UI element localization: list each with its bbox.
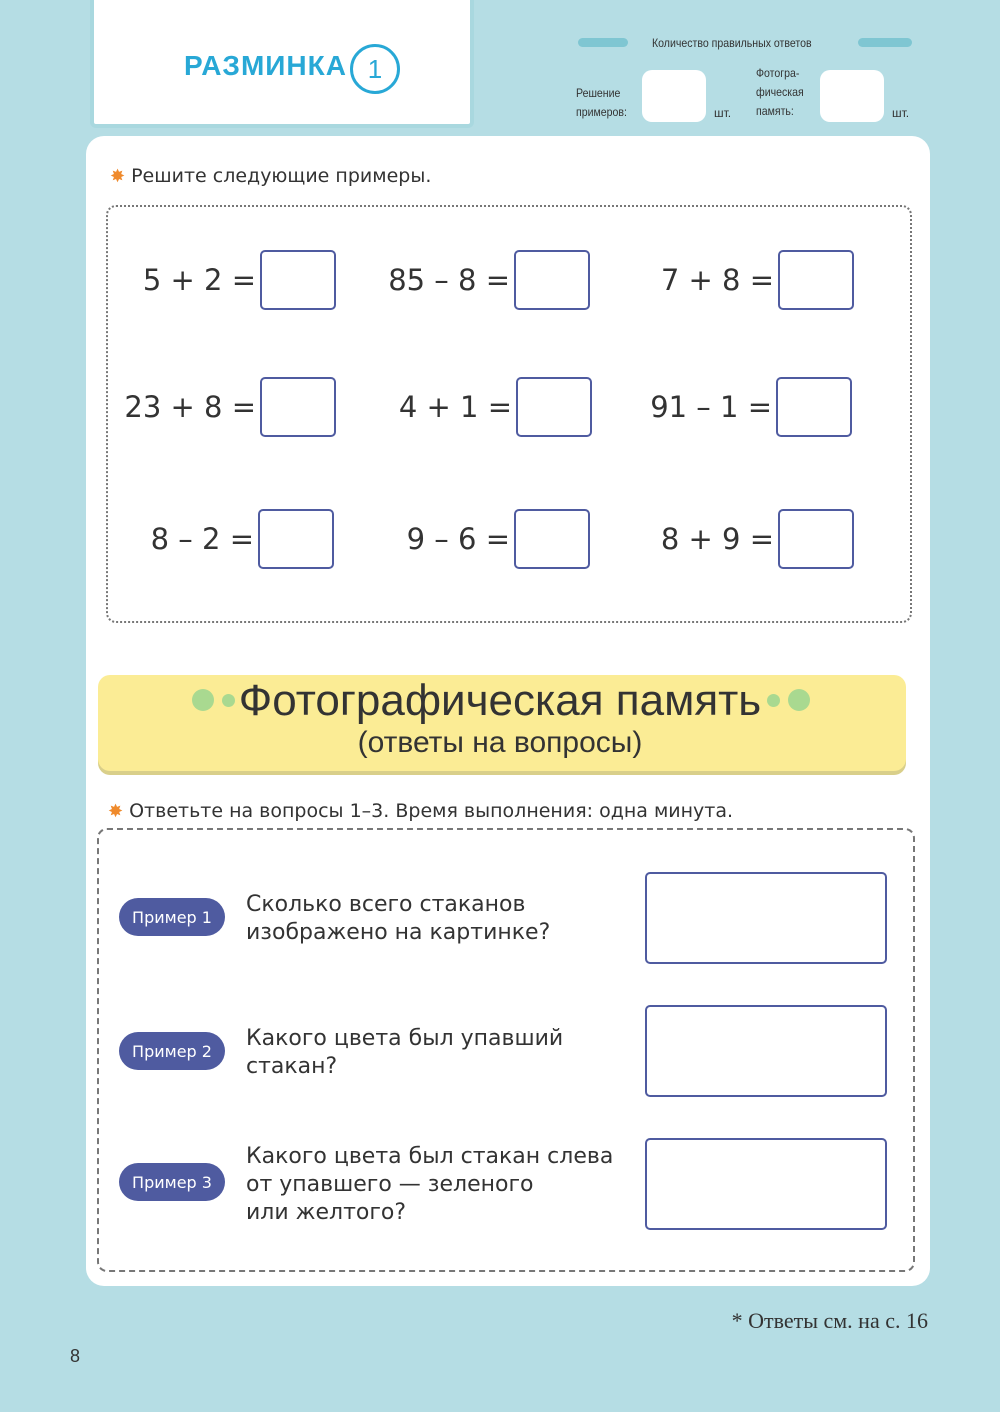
equation-expression: 7 + 8 = [660, 263, 774, 297]
section2-instruction-text: Ответьте на вопросы 1–3. Время выполнения: одна минута. [129, 800, 734, 822]
lesson-number: 1 [350, 44, 400, 94]
answer-box[interactable] [778, 250, 854, 310]
equation-expression: 85 – 8 = [388, 263, 510, 297]
equation-expression: 23 + 8 = [124, 390, 256, 424]
score-memory-label-3: память: [756, 104, 794, 118]
question-label-1: Пример 1 [119, 898, 225, 936]
score-decor-bar-left [578, 38, 628, 47]
question-label-3: Пример 3 [119, 1163, 225, 1201]
score-memory-label-1: Фотогра- [756, 66, 800, 80]
banner-subtitle: (ответы на вопросы) [357, 726, 643, 759]
equation-expression: 9 – 6 = [406, 522, 510, 556]
score-memory-box[interactable] [820, 70, 884, 122]
score-memory-label-2: фическая [756, 85, 804, 99]
answer-box[interactable] [258, 509, 334, 569]
equation-expression: 91 – 1 = [650, 390, 772, 424]
score-examples-label-2: примеров: [576, 105, 627, 119]
score-memory-unit: шт. [892, 106, 910, 120]
question-text-1: Сколько всего стаканов изображено на картинке? [246, 892, 551, 945]
equation-row3-col2 [407, 509, 590, 569]
equation-row2-col3 [650, 377, 852, 437]
score-examples-label-1: Решение [576, 86, 621, 100]
section1-instruction [110, 165, 431, 187]
equation-row1-col1 [143, 250, 336, 310]
answer-box[interactable] [776, 377, 852, 437]
question-label-2: Пример 2 [119, 1032, 225, 1070]
question-answer-box-3[interactable] [645, 1138, 887, 1230]
answers-footnote: * Ответы см. на с. 16 [731, 1308, 928, 1333]
question-answer-box-2[interactable] [645, 1005, 887, 1097]
section2-instruction [108, 800, 733, 822]
asterisk-icon: ✸ [110, 166, 126, 187]
score-examples-unit: шт. [714, 106, 732, 120]
score-decor-bar-right [858, 38, 912, 47]
equation-row1-col2 [388, 250, 590, 310]
equation-row3-col3 [661, 509, 854, 569]
question-answer-box-1[interactable] [645, 872, 887, 964]
answer-box[interactable] [514, 250, 590, 310]
asterisk-icon: ✸ [108, 801, 124, 822]
score-caption: Количество правильных ответов [652, 36, 812, 50]
equation-expression: 8 + 9 = [660, 522, 774, 556]
answer-box[interactable] [778, 509, 854, 569]
equation-expression: 5 + 2 = [142, 263, 256, 297]
question-text-2: Какого цвета был упавший стакан? [246, 1026, 564, 1079]
question-text-3: Какого цвета был стакан слева от упавшего — зеленого или желтого? [246, 1144, 614, 1225]
banner-title: Фотографическая память [238, 676, 762, 725]
score-examples-box[interactable] [642, 70, 706, 122]
equation-row2-col2 [399, 377, 592, 437]
equation-expression: 4 + 1 = [398, 390, 512, 424]
equation-expression: 8 – 2 = [150, 522, 254, 556]
equation-row3-col1 [151, 509, 334, 569]
equation-row1-col3 [661, 250, 854, 310]
page-title: РАЗМИНКА [184, 50, 347, 81]
answer-box[interactable] [260, 250, 336, 310]
answer-box[interactable] [516, 377, 592, 437]
answer-box[interactable] [514, 509, 590, 569]
answer-box[interactable] [260, 377, 336, 437]
page-number: 8 [70, 1346, 81, 1366]
section1-instruction-text: Решите следующие примеры. [131, 165, 432, 187]
equation-row2-col1 [124, 377, 336, 437]
